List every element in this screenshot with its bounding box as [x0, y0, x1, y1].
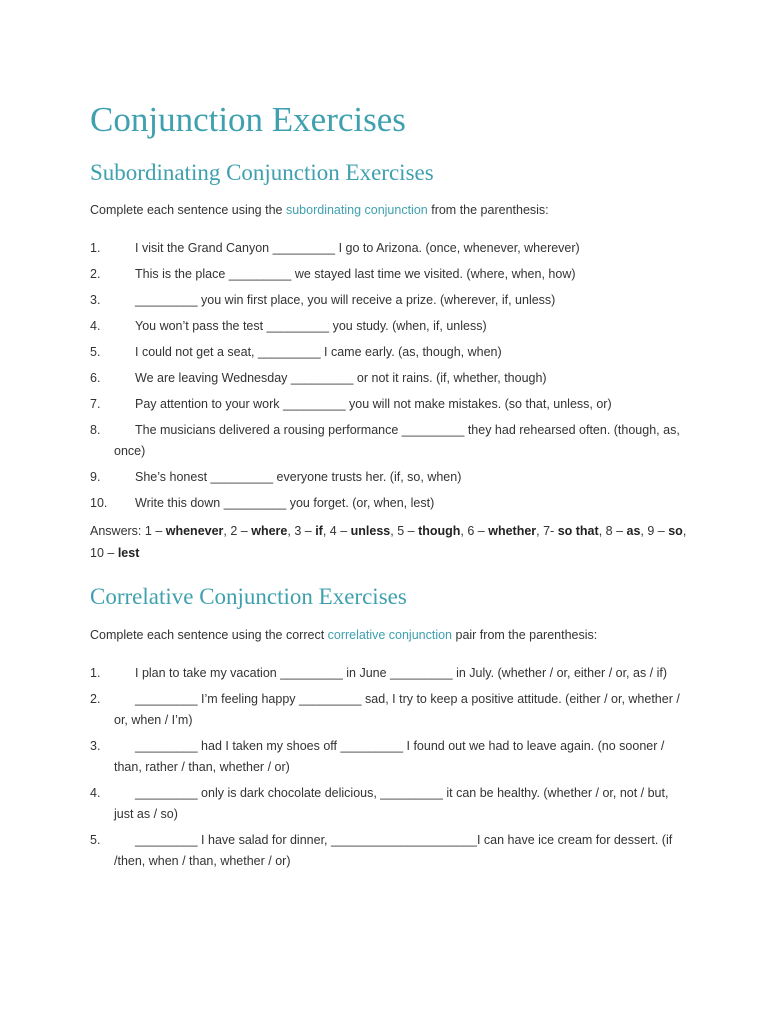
answer-number: 5 – — [397, 524, 419, 538]
answer-number: 4 – — [329, 524, 351, 538]
answer-separator: , — [460, 524, 468, 538]
exercise-number: 8. — [90, 423, 101, 437]
exercise-text: She’s honest _________ everyone trusts her. (if, so, when) — [135, 470, 462, 484]
exercise-item — [90, 368, 690, 389]
exercise-item — [90, 420, 690, 462]
correlative-intro — [90, 626, 597, 644]
answer-word: so — [668, 524, 683, 538]
exercise-item — [90, 290, 690, 311]
exercise-item — [90, 783, 690, 825]
answer-word: where — [251, 524, 288, 538]
answer-separator: , — [598, 524, 606, 538]
answer-number: 2 – — [230, 524, 252, 538]
exercise-text: The musicians delivered a rousing performance _________ they had rehearsed often. (though, as, once) — [114, 423, 680, 458]
answer-number: 3 – — [294, 524, 316, 538]
subordinating-intro — [90, 201, 549, 219]
answer-separator: , — [390, 524, 398, 538]
answer-word: lest — [117, 545, 140, 560]
correlative-exercise-list — [90, 663, 690, 877]
exercise-text: _________ I’m feeling happy _________ sad, I try to keep a positive attitude. (either / or, whether / or, when / I’m) — [114, 692, 680, 727]
exercise-number: 6. — [90, 371, 101, 385]
exercise-text: Write this down _________ you forget. (or, when, lest) — [135, 496, 435, 510]
intro-text: pair from the parenthesis: — [452, 628, 598, 642]
exercise-number: 5. — [90, 833, 101, 847]
exercise-number: 4. — [90, 786, 101, 800]
exercise-text: _________ I have salad for dinner, _____________________I can have ice cream for dessert. (if /then, when / than, whether / or) — [114, 833, 673, 868]
exercise-item — [90, 493, 690, 514]
intro-text: Complete each sentence using the correct — [90, 628, 328, 642]
subordinating-heading: Subordinating Conjunction Exercises — [90, 160, 434, 185]
exercise-text: I could not get a seat, _________ I came early. (as, though, when) — [135, 345, 502, 359]
answer-word: unless — [350, 524, 391, 538]
exercise-item — [90, 238, 690, 259]
exercise-text: Pay attention to your work _________ you will not make mistakes. (so that, unless, or) — [135, 397, 612, 411]
exercise-item — [90, 342, 690, 363]
answer-separator: , — [322, 524, 330, 538]
exercise-text: You won’t pass the test _________ you study. (when, if, unless) — [135, 319, 487, 333]
exercise-item — [90, 316, 690, 337]
exercise-number: 3. — [90, 739, 101, 753]
exercise-number: 9. — [90, 470, 101, 484]
exercise-text: _________ you win first place, you will receive a prize. (wherever, if, unless) — [135, 293, 556, 307]
exercise-text: This is the place _________ we stayed last time we visited. (where, when, how) — [135, 267, 576, 281]
answer-word: if — [315, 524, 323, 538]
intro-text: Complete each sentence using the — [90, 203, 286, 217]
answer-word: as — [626, 524, 641, 538]
exercise-text: I plan to take my vacation _________ in June _________ in July. (whether / or, either / or, as / if) — [135, 666, 668, 680]
exercise-text: I visit the Grand Canyon _________ I go to Arizona. (once, whenever, wherever) — [135, 241, 580, 255]
answer-separator: , — [682, 524, 687, 538]
exercise-item — [90, 394, 690, 415]
subordinating-exercise-list — [90, 238, 690, 519]
exercise-item — [90, 467, 690, 488]
answer-number: 7- — [543, 524, 558, 538]
answer-word: though — [418, 524, 461, 538]
exercise-item — [90, 736, 690, 778]
answer-word: whether — [488, 524, 537, 538]
answer-word: whenever — [165, 524, 224, 538]
exercise-number: 2. — [90, 692, 101, 706]
exercise-text: _________ had I taken my shoes off _________ I found out we had to leave again. (no sooner / than, rather / than, whether / or) — [114, 739, 665, 774]
answers-line — [90, 521, 690, 564]
answer-separator: , — [640, 524, 648, 538]
answers-label: Answers: — [90, 524, 145, 538]
answer-separator: , — [223, 524, 231, 538]
exercise-number: 7. — [90, 397, 101, 411]
exercise-number: 10. — [90, 496, 108, 510]
exercise-text: We are leaving Wednesday _________ or not it rains. (if, whether, though) — [135, 371, 547, 385]
answer-separator: , — [287, 524, 295, 538]
exercise-number: 4. — [90, 319, 101, 333]
correlative-heading: Correlative Conjunction Exercises — [90, 584, 407, 609]
exercise-item — [90, 264, 690, 285]
exercise-number: 2. — [90, 267, 101, 281]
exercise-text: _________ only is dark chocolate delicious, _________ it can be healthy. (whether / or, not / but, just as / so) — [114, 786, 669, 821]
answer-word: so that — [557, 524, 599, 538]
exercise-item — [90, 830, 690, 872]
exercise-number: 3. — [90, 293, 101, 307]
answer-number: 9 – — [647, 524, 669, 538]
exercise-item — [90, 689, 690, 731]
answer-separator: , — [536, 524, 544, 538]
subordinating-conjunction-link[interactable]: subordinating conjunction — [285, 203, 428, 217]
answer-number: 10 – — [90, 545, 118, 560]
correlative-conjunction-link[interactable]: correlative conjunction — [327, 628, 453, 642]
exercise-number: 1. — [90, 666, 101, 680]
answer-number: 8 – — [605, 524, 627, 538]
exercise-item — [90, 663, 690, 684]
exercise-number: 1. — [90, 241, 101, 255]
exercise-number: 5. — [90, 345, 101, 359]
intro-text: from the parenthesis: — [427, 203, 549, 217]
page-title: Conjunction Exercises — [90, 100, 406, 139]
answer-number: 1 – — [144, 524, 166, 538]
answer-number: 6 – — [467, 524, 489, 538]
